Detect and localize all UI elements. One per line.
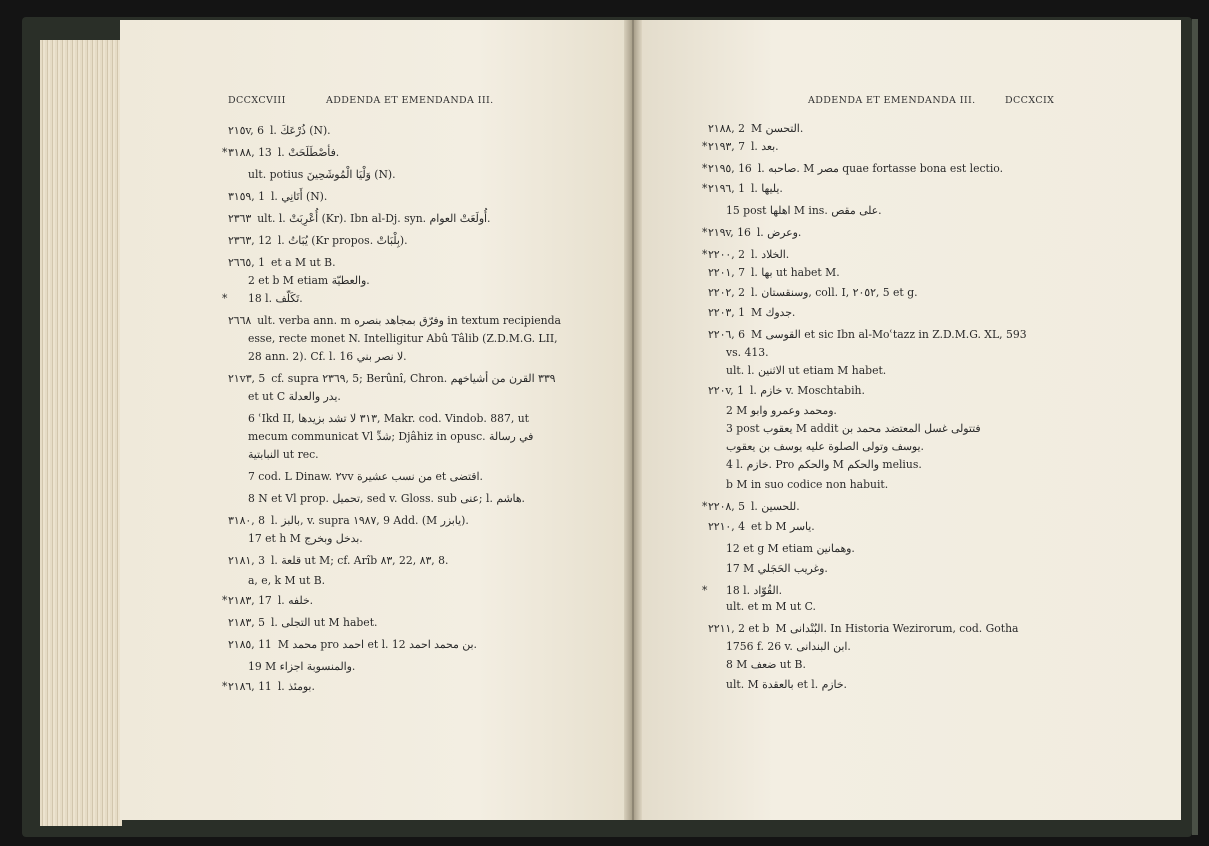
text-line	[228, 412, 529, 425]
line-reference: ٢٢٠٨, 5	[708, 500, 745, 513]
line-text: ult. potius وَلْيَا الْمُوشَحِينَ (N).	[248, 168, 396, 181]
line-text: l. يُبَاتُ (Kr propos. بِلْبَاتْ).	[277, 234, 408, 247]
line-text: l. التجلى ut M habet.	[270, 616, 378, 629]
line-reference: ٢٢٠١, 7	[708, 266, 745, 279]
line-reference: ٢١٩٥, 16	[708, 162, 752, 175]
correction-asterisk: *	[702, 248, 708, 261]
text-line	[228, 514, 469, 527]
text-line	[708, 640, 851, 653]
text-line	[708, 678, 847, 691]
text-line	[708, 364, 886, 377]
correction-asterisk: *	[702, 584, 708, 597]
text-line	[708, 346, 769, 359]
line-text: M التحسن.	[750, 122, 804, 135]
line-text: l. بومئذ.	[277, 680, 315, 693]
text-line	[708, 384, 865, 397]
line-text: 28 ann. 2). Cf. l. 16 لا نصر بني.	[248, 350, 407, 363]
text-line	[228, 638, 477, 651]
line-text: l. الخلاد.	[750, 248, 790, 261]
text-line	[228, 234, 408, 247]
text-line	[702, 182, 783, 195]
left-running-title: ADDENDA ET EMENDANDA III.	[326, 95, 494, 106]
line-text: ult. M بالعقدة et l. خازم.	[726, 678, 847, 691]
line-text: l. قلعة ut M; cf. Arîb ٨٣, 22, ٨٣, 8.	[270, 554, 449, 567]
text-line	[702, 226, 802, 239]
text-line	[708, 266, 840, 279]
correction-asterisk: *	[222, 680, 228, 693]
text-line	[228, 430, 533, 443]
line-text: 17 et h M بدخل وبخرج.	[248, 532, 363, 545]
line-text: l. ذُرْعَكَ (N).	[269, 124, 331, 137]
correction-asterisk: *	[222, 146, 228, 159]
line-reference: ٢٢١٠, 4	[708, 520, 745, 533]
cover-edge	[1192, 19, 1198, 835]
line-text: 7 cod. L Dinaw. ٢vv من نسب عشيرة et اقتضى.	[248, 470, 483, 483]
correction-asterisk: *	[702, 500, 708, 513]
text-line	[228, 616, 377, 629]
line-reference: ٢١٩٦, 1	[708, 182, 745, 195]
line-text: l. وسنقستان, coll. I, ٢٠٥٢, 5 et g.	[750, 286, 918, 299]
text-line	[702, 584, 783, 597]
text-line	[228, 350, 407, 363]
correction-asterisk: *	[222, 594, 228, 607]
text-line	[708, 286, 918, 299]
line-text: M القوسى et sic Ibn al-Moʿtazz in Z.D.M.G. XL, 593	[750, 328, 1027, 341]
line-text: l. صاحبه. M مصر quae fortasse bona est lectio.	[757, 162, 1004, 175]
line-reference: ٢٢٠٣, 1	[708, 306, 745, 319]
line-text: 2 M ومحمد وعمرو وابو.	[726, 404, 837, 417]
text-line	[702, 140, 779, 153]
text-line	[228, 554, 448, 567]
text-line	[228, 660, 355, 673]
line-text: et b M ياسر.	[750, 520, 815, 533]
line-text: l. بها ut habet M.	[750, 266, 840, 279]
line-text: l. فأصْطَلَحَتْ.	[277, 146, 340, 159]
line-reference: ٢١٨٣, 17	[228, 594, 272, 607]
line-reference: ٢٦٦٨	[228, 314, 252, 327]
text-line	[708, 440, 924, 453]
line-text: et a M ut B.	[270, 256, 336, 269]
line-reference: ٢١٨٣, 5	[228, 616, 265, 629]
line-text: l. يليها.	[750, 182, 783, 195]
text-line	[228, 274, 370, 287]
text-line	[708, 542, 855, 555]
line-reference: ٢١٥v, 6	[228, 124, 264, 137]
line-text: M البُنْدانى. In Historia Wezirorum, cod. Gotha	[775, 622, 1019, 635]
text-line	[222, 680, 315, 693]
line-text: ult. verba ann. m وفرّق بمجاهد بنصره in textum recipienda	[257, 314, 561, 327]
line-text: 4 l. خازم. Pro والحكم M والحكم melius.	[726, 458, 922, 471]
text-line	[228, 532, 363, 545]
line-text: 12 et g M etiam وهمانين.	[726, 542, 855, 555]
text-line	[228, 314, 561, 327]
line-text: ult. et m M ut C.	[726, 600, 816, 613]
line-text: ult. l. الاثنين ut etiam M habet.	[726, 364, 887, 377]
line-reference: ٢١v٣, 5	[228, 372, 266, 385]
text-line	[708, 458, 922, 471]
text-line	[708, 404, 837, 417]
correction-asterisk: *	[702, 162, 708, 175]
line-reference: ٢٢٠v, 1	[708, 384, 744, 397]
correction-asterisk: *	[702, 140, 708, 153]
text-line	[228, 124, 331, 137]
text-line	[708, 422, 981, 435]
line-text: b M in suo codice non habuit.	[726, 478, 889, 491]
text-line	[228, 190, 327, 203]
line-text: M محمد pro احمد et l. 12 بن محمد احمد.	[277, 638, 477, 651]
text-line	[708, 204, 882, 217]
text-line	[702, 500, 800, 513]
line-reference: ٢٢٠٠, 2	[708, 248, 745, 261]
book-gutter	[624, 20, 642, 820]
text-line	[708, 622, 1019, 635]
correction-asterisk: *	[702, 226, 708, 239]
line-text: cf. supra ٢٣٦٩, 5; Berûnî, Chron. ٣٣٩ القرن من أشياخهم	[271, 372, 556, 385]
text-line	[708, 562, 828, 575]
line-text: l. أَتَانِي (N).	[270, 190, 328, 203]
line-text: vs. 413.	[726, 346, 769, 359]
line-reference: ٢١٨٨, 2	[708, 122, 745, 135]
line-text: esse, recte monet N. Intelligitur Abû Tâlib (Z.D.M.G. LII,	[248, 332, 558, 345]
line-reference: ٢١٨٦, 11	[228, 680, 272, 693]
line-text: l. وعرض.	[756, 226, 802, 239]
line-reference: ٢٦٦٥, 1	[228, 256, 265, 269]
text-line	[702, 248, 790, 261]
line-text: ult. l. أُعْرِبَتْ (Kr). Ibn al-Dj. syn. أُولَعَتْ العوام.	[257, 212, 491, 225]
text-line	[228, 448, 319, 461]
line-text: 6 ʿIkd II, ٣١٣ لا تشد بزيدها, Makr. cod. Vindob. 887, ut	[248, 412, 529, 425]
line-reference: ٢١٨١, 3	[228, 554, 265, 567]
text-line	[702, 162, 1004, 175]
line-text: a, e, k M ut B.	[248, 574, 326, 587]
text-line	[708, 478, 888, 491]
line-text: 17 M وغريب الحَجَلي.	[726, 562, 828, 575]
text-line	[228, 574, 325, 587]
text-line	[228, 372, 555, 385]
line-text: 19 M والمنسوبة اجزاء.	[248, 660, 356, 673]
line-text: l. بالبز, v. supra ١٩٨٧, 9 Add. (M يابزر).	[270, 514, 469, 527]
right-running-title: ADDENDA ET EMENDANDA III.	[808, 95, 976, 106]
line-reference: ٢٣٦٣	[228, 212, 252, 225]
text-line	[222, 146, 340, 159]
text-line	[228, 470, 483, 483]
text-line	[708, 520, 815, 533]
page-stack	[40, 40, 122, 826]
text-line	[222, 292, 303, 305]
text-line	[708, 328, 1027, 341]
line-text: 2 et b M etiam والعطيّة.	[248, 274, 370, 287]
line-text: mecum communicat Vl شدِّ; Djâhiz in opusc. في رسالة	[248, 430, 534, 443]
text-line	[708, 658, 806, 671]
line-text: 15 post اهلها M ins. على مقص.	[726, 204, 882, 217]
line-text: M جدوك.	[750, 306, 796, 319]
line-text: النبابتية ut rec.	[248, 448, 319, 461]
line-reference: ٣١٨٨, 13	[228, 146, 272, 159]
line-text: 8 N et Vl prop. تحميل, sed v. Gloss. sub عنى; l. هاشم.	[248, 492, 525, 505]
line-reference: ٢٢٠٢, 2	[708, 286, 745, 299]
text-line	[228, 492, 525, 505]
line-text: l. للحسين.	[750, 500, 800, 513]
line-reference: ٢١٩٣, 7	[708, 140, 745, 153]
line-reference: ٣١٥٩, 1	[228, 190, 265, 203]
line-reference: ٣١٨٠, 8	[228, 514, 265, 527]
text-line	[708, 600, 816, 613]
text-line	[708, 306, 795, 319]
text-line	[228, 168, 396, 181]
line-text: 18 l. تَكَلّف.	[248, 292, 303, 305]
left-page-number: DCCXCVIII	[228, 95, 286, 106]
line-text: l. خلفه.	[277, 594, 314, 607]
line-text: l. خازم v. Moschtabih.	[749, 384, 865, 397]
text-line	[228, 212, 490, 225]
correction-asterisk: *	[702, 182, 708, 195]
line-text: l. بعد.	[750, 140, 779, 153]
text-line	[228, 390, 341, 403]
line-reference: ٢١٨٥, 11	[228, 638, 272, 651]
line-text: 18 l. القُوّاد.	[726, 584, 783, 597]
line-reference: ٢٣٦٣, 12	[228, 234, 272, 247]
line-reference: ٢١٩v, 16	[708, 226, 751, 239]
line-text: et ut C يدر والعدلة.	[248, 390, 341, 403]
text-line	[228, 332, 558, 345]
text-line	[222, 594, 314, 607]
correction-asterisk: *	[222, 292, 228, 305]
text-line	[708, 122, 803, 135]
right-page-number: DCCXCIX	[1005, 95, 1055, 106]
line-reference: ٢٢١١, 2 et b	[708, 622, 770, 635]
line-text: 1756 f. 26 v. ابن البندانى.	[726, 640, 851, 653]
line-text: 3 post يعقوب M addit فتتولى غسل المعتضد محمد بن	[726, 422, 981, 435]
line-text: يوسف وتولى الصلوة عليه يوسف بن يعقوب.	[726, 440, 924, 453]
line-text: 8 M ضعف ut B.	[726, 658, 806, 671]
line-reference: ٢٢٠٦, 6	[708, 328, 745, 341]
text-line	[228, 256, 336, 269]
